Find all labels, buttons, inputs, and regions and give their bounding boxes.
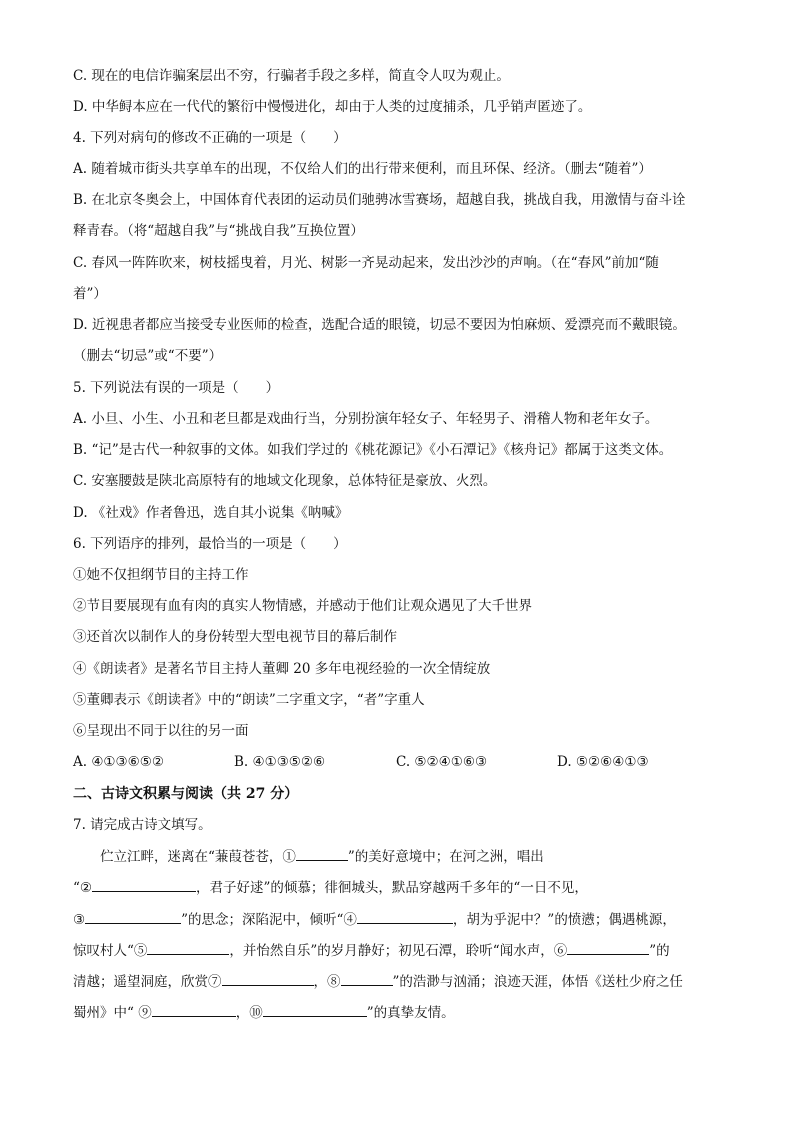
- answer-blank-3[interactable]: [85, 909, 181, 924]
- q4-option-c-line1: C. 春风一阵阵吹来，树枝摇曳着，月光、树影一齐晃动起来，发出沙沙的声响。（在“春风”前加“随: [73, 255, 659, 271]
- q6-sentence-4: ④《朗读者》是著名节目主持人董卿 20 多年电视经验的一次全情绽放: [73, 661, 491, 677]
- q4-option-d-line1: D. 近视患者都应当接受专业医师的检查，选配合适的眼镜，切忌不要因为怕麻烦、爱漂亮而不戴眼镜。: [73, 317, 686, 333]
- poetry-line-6: [73, 1002, 455, 1023]
- poetry-text: ③: [73, 912, 86, 928]
- question-7: 7. 请完成古诗文填写。: [73, 817, 212, 833]
- answer-blank-6[interactable]: [567, 940, 649, 955]
- poetry-line-2: [73, 877, 588, 898]
- poetry-text: 清越；遥望洞庭，欣赏⑦: [73, 974, 222, 990]
- poetry-line-1: [100, 846, 544, 867]
- q6-sentence-6: ⑥呈现出不同于以往的另一面: [73, 723, 249, 739]
- q4-option-b-line1: B. 在北京冬奥会上，中国体育代表团的运动员们驰骋冰雪赛场，超越自我，挑战自我，用激情与奋斗诠: [73, 192, 686, 208]
- poetry-text: ”的美好意境中；在河之洲，唱出: [347, 849, 544, 865]
- poetry-text: 惊叹村人“⑤: [73, 943, 148, 959]
- q4-option-c-line2: 着”）: [73, 286, 107, 302]
- poetry-text: ，胡为乎泥中？”的愤懑；偶遇桃源，: [452, 912, 676, 928]
- poetry-text: ，君子好逑”的倾慕；徘徊城头，默品穿越两千多年的“一日不见，: [196, 880, 588, 896]
- q5-option-c: C. 安塞腰鼓是陕北高原特有的地域文化现象，总体特征是豪放、火烈。: [73, 473, 497, 489]
- poetry-text: ，并怡然自乐”的岁月静好；初见石潭，聆听“闻水声，⑥: [229, 943, 568, 959]
- poetry-text: ，⑧: [313, 974, 341, 990]
- poetry-text: ”的浩渺与汹涌；浪迹天涯，体悟《送杜少府之任: [392, 974, 683, 990]
- answer-blank-2[interactable]: [92, 877, 196, 892]
- q5-option-b: B. “记”是古代一种叙事的文体。如我们学过的《桃花源记》《小石潭记》《核舟记》都属于这类文体。: [73, 442, 673, 458]
- q4-option-b-line2: 释青春。（将“超越自我”与“挑战自我”互换位置）: [73, 223, 364, 239]
- poetry-line-3: [73, 909, 676, 930]
- q6-option-c: C. ⑤②④①⑥③: [396, 754, 488, 770]
- answer-blank-1[interactable]: [296, 846, 348, 861]
- poetry-line-5: [73, 971, 683, 992]
- q4-option-d-line2: （删去“切忌”或“不要”）: [73, 348, 223, 364]
- q6-option-a: A. ④①③⑥⑤②: [73, 754, 164, 770]
- answer-blank-4[interactable]: [357, 909, 453, 924]
- answer-blank-8[interactable]: [341, 971, 393, 986]
- poetry-text: ”的思念；深陷泥中，倾听“④: [181, 912, 357, 928]
- answer-blank-10[interactable]: [263, 1002, 367, 1017]
- poetry-text: 伫立江畔，迷离在“蒹葭苍苍，①: [100, 849, 296, 865]
- poetry-text: ”的: [649, 943, 670, 959]
- q6-option-b: B. ④①③⑤②⑥: [234, 754, 326, 770]
- q5-option-a: A. 小旦、小生、小丑和老旦都是戏曲行当，分别扮演年轻女子、年轻男子、滑稽人物和老年女子。: [73, 411, 659, 427]
- section-2-heading: 二、古诗文积累与阅读（共 27 分）: [73, 786, 299, 802]
- question-4: 4. 下列对病句的修改不正确的一项是（ ）: [73, 130, 347, 146]
- q6-sentence-5: ⑤董卿表示《朗读者》中的“朗读”二字重文字，“者”字重人: [73, 692, 425, 708]
- q6-sentence-2: ②节目要展现有血有肉的真实人物情感，并感动于他们让观众遇见了大千世界: [73, 598, 532, 614]
- q5-option-d: D. 《社戏》作者鲁迅，选自其小说集《呐喊》: [73, 505, 349, 521]
- q4-option-a: A. 随着城市街头共享单车的出现，不仅给人们的出行带来便利，而且环保、经济。（删去“随着”）: [73, 161, 652, 177]
- poetry-text: ”的真挚友情。: [366, 1005, 455, 1021]
- q3-option-d: D. 中华鲟本应在一代代的繁衍中慢慢进化，却由于人类的过度捕杀，几乎销声匿迹了。: [73, 99, 592, 115]
- poetry-text: ，⑩: [235, 1005, 263, 1021]
- poetry-text: “②: [73, 880, 93, 896]
- poetry-line-4: [73, 940, 670, 961]
- answer-blank-5[interactable]: [147, 940, 229, 955]
- q6-sentence-3: ③还首次以制作人的身份转型大型电视节目的幕后制作: [73, 629, 397, 645]
- poetry-text: 蜀州》中“ ⑨: [73, 1005, 152, 1021]
- q6-sentence-1: ①她不仅担纲节目的主持工作: [73, 567, 249, 583]
- answer-blank-7[interactable]: [222, 971, 314, 986]
- q3-option-c: C. 现在的电信诈骗案层出不穷，行骗者手段之多样，简直令人叹为观止。: [73, 68, 510, 84]
- answer-blank-9[interactable]: [152, 1002, 236, 1017]
- question-6: 6. 下列语序的排列，最恰当的一项是（ ）: [73, 536, 347, 552]
- question-5: 5. 下列说法有误的一项是（ ）: [73, 380, 280, 396]
- q6-option-d: D. ⑤②⑥④①③: [557, 754, 649, 770]
